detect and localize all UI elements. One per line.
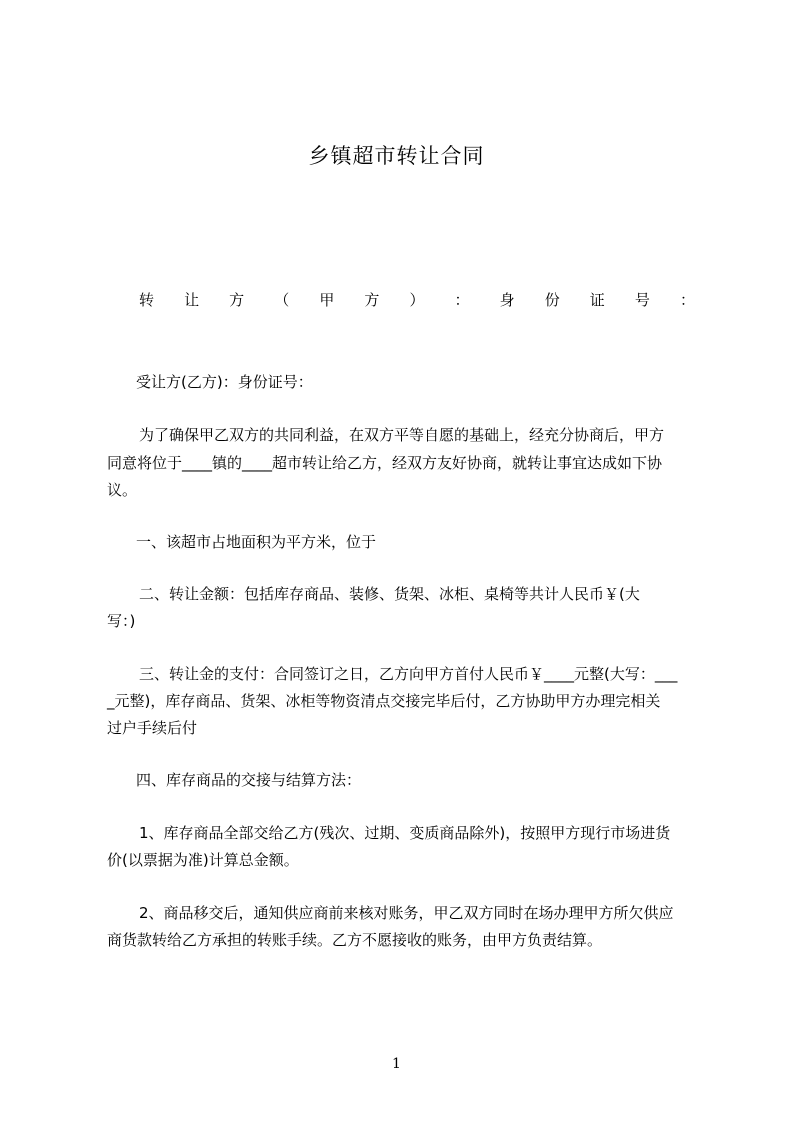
transferor-char: ： <box>679 291 695 309</box>
transferor-char: 号 <box>634 291 650 309</box>
clause-3-line: 三、转让金的支付：合同签订之日，乙方向甲方首付人民币￥____元整(大写：___ <box>139 665 678 683</box>
transferor-char: 转 <box>139 291 155 309</box>
transferor-char: （ <box>274 291 290 309</box>
clause-4-1-line: 1、库存商品全部交给乙方(残次、过期、变质商品除外)，按照甲方现行市场进货 <box>139 824 671 842</box>
clause-2-line: 写：) <box>107 612 136 630</box>
document-title: 乡镇超市转让合同 <box>308 144 485 168</box>
transferor-char: ： <box>454 291 470 309</box>
transferor-char: 方 <box>364 291 380 309</box>
intro-line: 为了确保甲乙双方的共同利益，在双方平等自愿的基础上，经充分协商后，甲方 <box>139 426 665 444</box>
transferor-char: 身 <box>499 291 515 309</box>
transferor-char: 证 <box>589 291 605 309</box>
transferor-char: 方 <box>229 291 245 309</box>
clause-4-heading: 四、库存商品的交接与结算方法： <box>136 771 362 789</box>
transferor-char: 让 <box>184 291 200 309</box>
transferor-char: ） <box>409 291 425 309</box>
intro-line: 议。 <box>107 481 138 499</box>
clause-4-2-line: 商货款转给乙方承担的转账手续。乙方不愿接收的账务，由甲方负责结算。 <box>107 931 603 949</box>
clause-4-1-line: 价(以票据为准)计算总金额。 <box>107 851 299 869</box>
transferee-line: 受让方(乙方)：身份证号： <box>136 373 313 391</box>
transferor-char: 甲 <box>319 291 335 309</box>
clause-4-2-line: 2、商品移交后，通知供应商前来核对账务，甲乙双方同时在场办理甲方所欠供应 <box>139 904 674 922</box>
transferor-line <box>139 290 695 310</box>
page-number: 1 <box>392 1056 401 1072</box>
intro-line: 同意将位于____镇的____超市转让给乙方，经双方友好协商，就转让事宜达成如下协 <box>107 454 663 472</box>
clause-3-line: 过户手续后付 <box>107 719 198 737</box>
transferor-char: 份 <box>544 291 560 309</box>
clause-3-line: _元整)，库存商品、货架、冰柜等物资清点交接完毕后付，乙方协助甲方办理完相关 <box>107 692 661 710</box>
clause-2-line: 二、转让金额：包括库存商品、装修、货架、冰柜、桌椅等共计人民币￥(大 <box>139 585 640 603</box>
clause-1: 一、该超市占地面积为平方米，位于 <box>136 533 377 551</box>
